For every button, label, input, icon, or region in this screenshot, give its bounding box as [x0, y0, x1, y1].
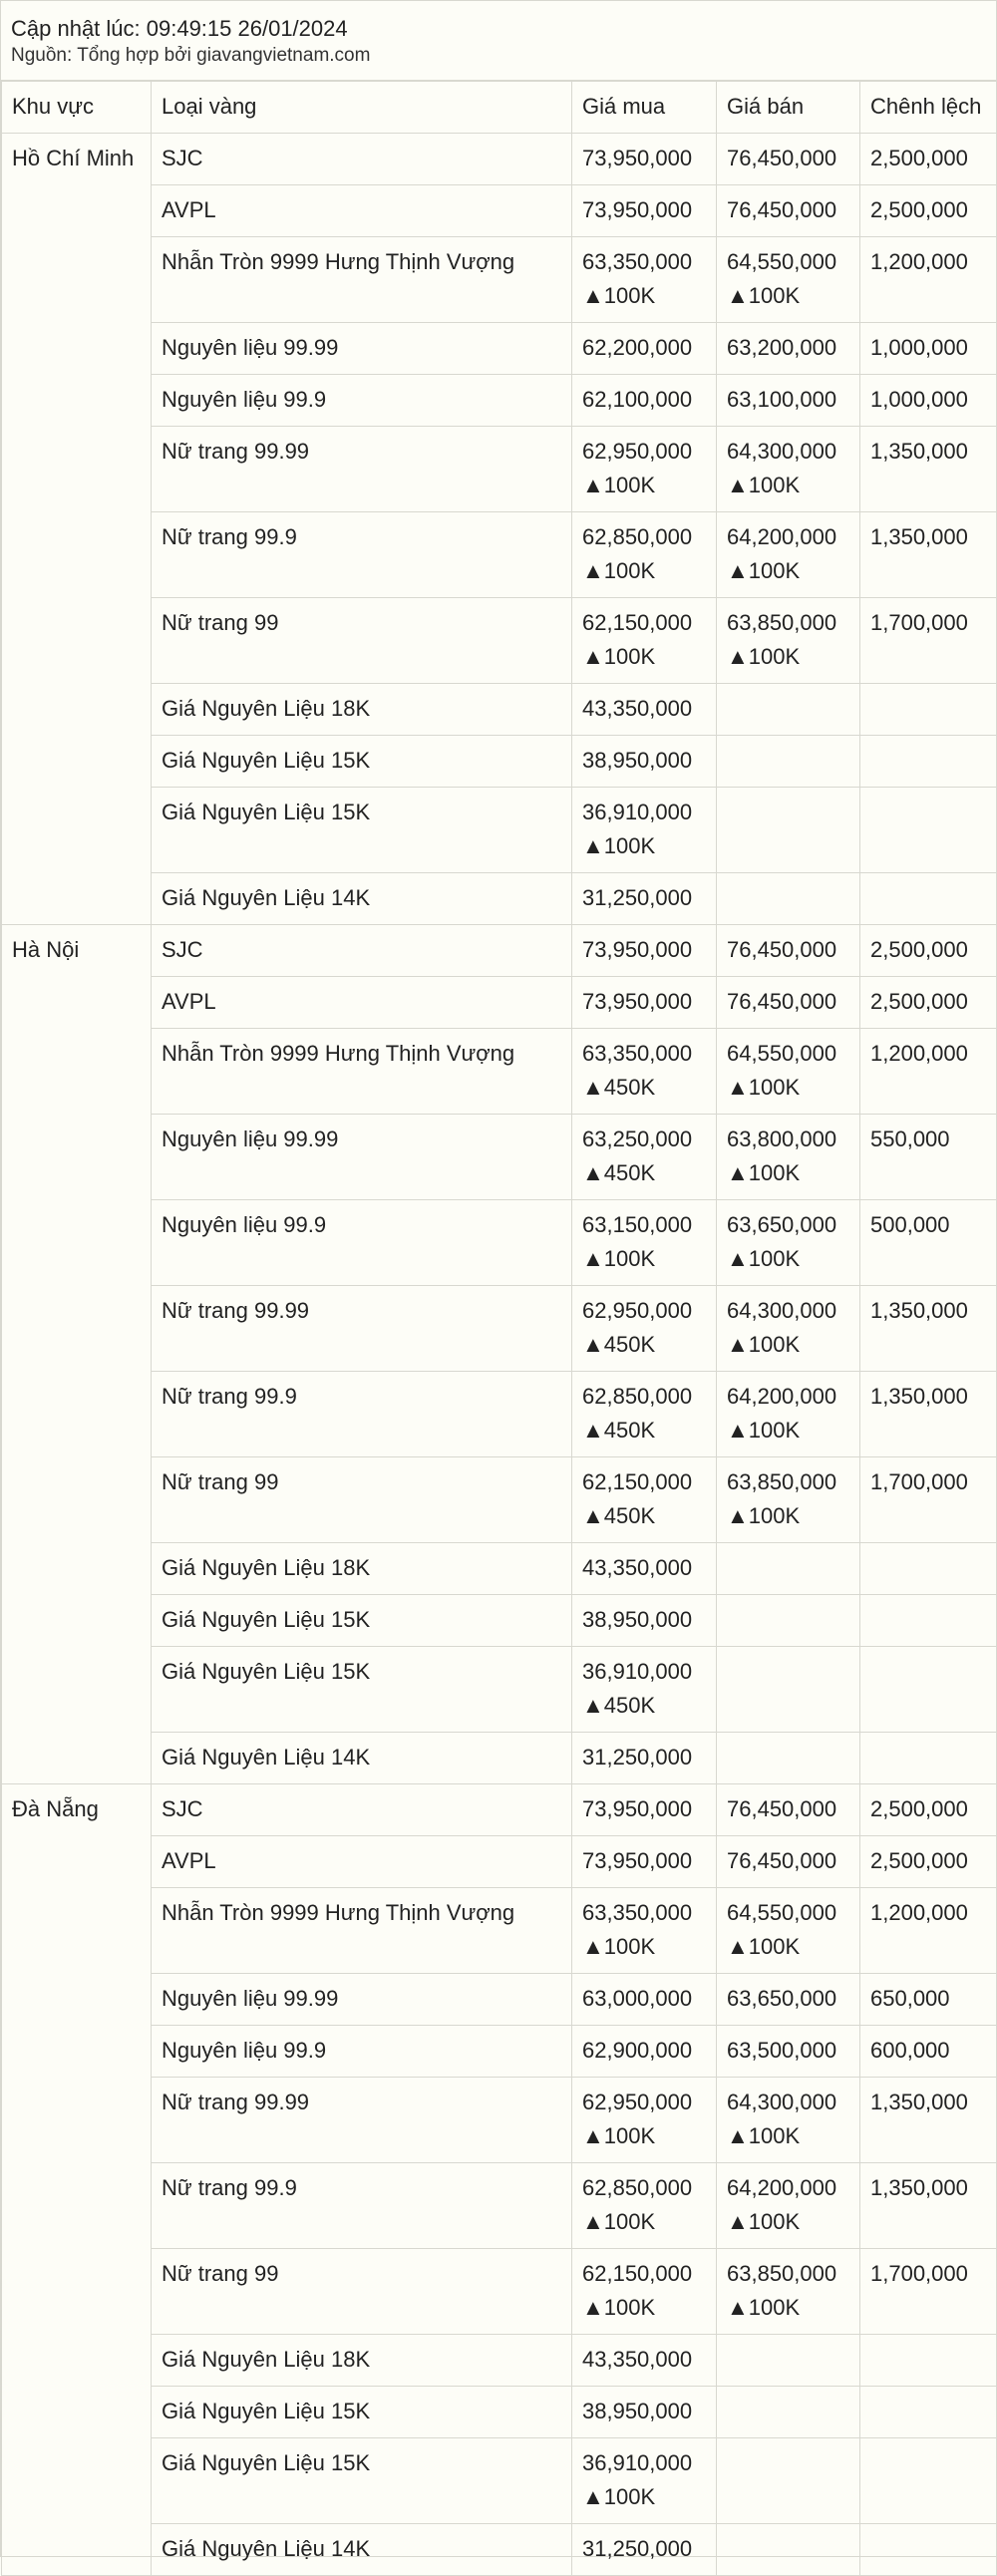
- buy-price-value: 73,950,000: [582, 197, 693, 222]
- buy-price-cell: [572, 1733, 717, 1784]
- sell-change-indicator: ▲100K: [727, 1418, 801, 1443]
- sell-price-cell: [717, 977, 860, 1029]
- buy-price-cell: [572, 1784, 717, 1836]
- difference-cell: 1,350,000: [860, 1372, 997, 1457]
- sell-price-cell: [717, 788, 860, 873]
- sell-change-indicator: ▲100K: [727, 1075, 801, 1100]
- table-row: [2, 323, 997, 375]
- buy-price-value: 31,250,000: [582, 2536, 693, 2561]
- sell-change-indicator: ▲100K: [727, 283, 801, 308]
- difference-cell: 2,500,000: [860, 1784, 997, 1836]
- sell-price-value: 64,300,000: [727, 2090, 837, 2114]
- gold-type-cell: Nữ trang 99.99: [152, 427, 572, 512]
- table-row: [2, 977, 997, 1029]
- header-gold-type: Loại vàng: [152, 82, 572, 134]
- buy-change-indicator: ▲450K: [582, 1160, 656, 1185]
- buy-change-indicator: ▲100K: [582, 833, 656, 858]
- buy-change-indicator: ▲100K: [582, 1934, 656, 1959]
- difference-cell: 600,000: [860, 2026, 997, 2078]
- table-row: [2, 1200, 997, 1286]
- buy-price-value: 36,910,000: [582, 1659, 693, 1684]
- gold-type-cell: Giá Nguyên Liệu 15K: [152, 736, 572, 788]
- table-row: [2, 134, 997, 185]
- sell-price-cell: [717, 1784, 860, 1836]
- table-row: [2, 375, 997, 427]
- difference-cell: 1,350,000: [860, 1286, 997, 1372]
- buy-price-value: 43,350,000: [582, 2347, 693, 2372]
- buy-price-cell: [572, 1974, 717, 2026]
- buy-price-value: 63,150,000: [582, 1212, 693, 1237]
- buy-change-indicator: ▲450K: [582, 1332, 656, 1357]
- buy-price-value: 31,250,000: [582, 1745, 693, 1770]
- table-row: [2, 2163, 997, 2249]
- gold-type-cell: Nữ trang 99: [152, 2249, 572, 2335]
- buy-price-cell: [572, 2524, 717, 2576]
- buy-price-cell: [572, 1200, 717, 1286]
- table-row: [2, 1543, 997, 1595]
- difference-cell: 1,350,000: [860, 2078, 997, 2163]
- difference-cell: [860, 2524, 997, 2576]
- gold-type-cell: Giá Nguyên Liệu 15K: [152, 1647, 572, 1733]
- gold-type-cell: SJC: [152, 134, 572, 185]
- difference-cell: 1,200,000: [860, 1029, 997, 1115]
- difference-cell: 1,700,000: [860, 598, 997, 684]
- sell-price-value: 63,800,000: [727, 1127, 837, 1151]
- difference-cell: [860, 1733, 997, 1784]
- gold-type-cell: Giá Nguyên Liệu 15K: [152, 788, 572, 873]
- sell-change-indicator: ▲100K: [727, 2209, 801, 2234]
- gold-type-cell: Nhẫn Tròn 9999 Hưng Thịnh Vượng: [152, 237, 572, 323]
- difference-cell: [860, 2335, 997, 2387]
- buy-price-cell: [572, 1457, 717, 1543]
- gold-type-cell: Giá Nguyên Liệu 14K: [152, 2524, 572, 2576]
- sell-price-cell: [717, 1888, 860, 1974]
- buy-price-value: 43,350,000: [582, 1555, 693, 1580]
- sell-price-value: 64,200,000: [727, 524, 837, 549]
- sell-price-value: 76,450,000: [727, 197, 837, 222]
- difference-cell: 2,500,000: [860, 134, 997, 185]
- sell-price-cell: [717, 2387, 860, 2438]
- buy-change-indicator: ▲450K: [582, 1693, 656, 1718]
- sell-price-value: 76,450,000: [727, 989, 837, 1014]
- buy-price-cell: [572, 134, 717, 185]
- buy-price-value: 62,850,000: [582, 524, 693, 549]
- difference-cell: [860, 1543, 997, 1595]
- difference-cell: [860, 1595, 997, 1647]
- difference-cell: 2,500,000: [860, 185, 997, 237]
- buy-price-cell: [572, 1115, 717, 1200]
- difference-cell: [860, 2438, 997, 2524]
- buy-price-cell: [572, 2335, 717, 2387]
- buy-price-value: 31,250,000: [582, 885, 693, 910]
- sell-price-cell: [717, 2078, 860, 2163]
- table-header-row: [2, 82, 997, 134]
- gold-type-cell: Nữ trang 99.99: [152, 1286, 572, 1372]
- buy-price-cell: [572, 1029, 717, 1115]
- buy-price-cell: [572, 2438, 717, 2524]
- sell-change-indicator: ▲100K: [727, 1246, 801, 1271]
- table-row: [2, 925, 997, 977]
- sell-price-value: 63,850,000: [727, 610, 837, 635]
- table-row: [2, 1115, 997, 1200]
- gold-type-cell: AVPL: [152, 1836, 572, 1888]
- table-row: [2, 736, 997, 788]
- buy-price-value: 38,950,000: [582, 1607, 693, 1632]
- buy-change-indicator: ▲100K: [582, 2295, 656, 2320]
- difference-cell: 2,500,000: [860, 977, 997, 1029]
- buy-price-value: 62,850,000: [582, 1384, 693, 1409]
- gold-type-cell: AVPL: [152, 185, 572, 237]
- buy-price-value: 43,350,000: [582, 696, 693, 721]
- buy-price-cell: [572, 598, 717, 684]
- sell-change-indicator: ▲100K: [727, 1332, 801, 1357]
- buy-change-indicator: ▲100K: [582, 1246, 656, 1271]
- sell-price-cell: [717, 323, 860, 375]
- gold-type-cell: Nữ trang 99.9: [152, 512, 572, 598]
- buy-price-value: 63,000,000: [582, 1986, 693, 2011]
- buy-price-cell: [572, 427, 717, 512]
- gold-type-cell: SJC: [152, 1784, 572, 1836]
- difference-cell: 1,350,000: [860, 2163, 997, 2249]
- buy-change-indicator: ▲100K: [582, 558, 656, 583]
- update-info: [1, 1, 996, 81]
- table-row: [2, 2078, 997, 2163]
- difference-cell: 1,350,000: [860, 427, 997, 512]
- table-row: [2, 2249, 997, 2335]
- buy-change-indicator: ▲100K: [582, 2123, 656, 2148]
- gold-type-cell: Giá Nguyên Liệu 14K: [152, 1733, 572, 1784]
- buy-price-value: 73,950,000: [582, 146, 693, 170]
- sell-price-value: 64,200,000: [727, 2175, 837, 2200]
- buy-price-value: 63,350,000: [582, 249, 693, 274]
- buy-price-value: 62,150,000: [582, 1469, 693, 1494]
- buy-price-value: 63,350,000: [582, 1041, 693, 1066]
- buy-price-cell: [572, 2163, 717, 2249]
- table-body: [2, 134, 997, 2576]
- gold-type-cell: Giá Nguyên Liệu 15K: [152, 2387, 572, 2438]
- buy-price-value: 38,950,000: [582, 2399, 693, 2423]
- gold-type-cell: Nữ trang 99.9: [152, 1372, 572, 1457]
- difference-cell: [860, 2387, 997, 2438]
- sell-price-value: 76,450,000: [727, 146, 837, 170]
- gold-type-cell: Nữ trang 99.99: [152, 2078, 572, 2163]
- table-row: [2, 1286, 997, 1372]
- buy-change-indicator: ▲100K: [582, 283, 656, 308]
- gold-type-cell: SJC: [152, 925, 572, 977]
- sell-price-cell: [717, 598, 860, 684]
- sell-price-cell: [717, 1286, 860, 1372]
- table-row: [2, 512, 997, 598]
- sell-price-cell: [717, 2163, 860, 2249]
- sell-price-value: 76,450,000: [727, 937, 837, 962]
- difference-cell: 2,500,000: [860, 1836, 997, 1888]
- buy-price-value: 63,350,000: [582, 1900, 693, 1925]
- buy-price-value: 62,100,000: [582, 387, 693, 412]
- sell-price-cell: [717, 1029, 860, 1115]
- table-row: [2, 1733, 997, 1784]
- buy-price-value: 36,910,000: [582, 800, 693, 824]
- buy-price-cell: [572, 1543, 717, 1595]
- difference-cell: 1,700,000: [860, 2249, 997, 2335]
- buy-price-value: 62,150,000: [582, 610, 693, 635]
- gold-type-cell: Nguyên liệu 99.9: [152, 375, 572, 427]
- sell-price-cell: [717, 134, 860, 185]
- sell-change-indicator: ▲100K: [727, 473, 801, 497]
- sell-price-value: 64,200,000: [727, 1384, 837, 1409]
- gold-type-cell: Giá Nguyên Liệu 18K: [152, 684, 572, 736]
- buy-price-cell: [572, 1888, 717, 1974]
- sell-price-cell: [717, 873, 860, 925]
- sell-price-cell: [717, 237, 860, 323]
- buy-price-cell: [572, 788, 717, 873]
- difference-cell: 1,200,000: [860, 1888, 997, 1974]
- gold-type-cell: Nguyên liệu 99.99: [152, 1115, 572, 1200]
- table-row: [2, 2026, 997, 2078]
- gold-type-cell: Nữ trang 99.9: [152, 2163, 572, 2249]
- difference-cell: [860, 788, 997, 873]
- region-name: Hồ Chí Minh: [2, 134, 152, 925]
- sell-price-value: 63,650,000: [727, 1986, 837, 2011]
- sell-price-cell: [717, 375, 860, 427]
- gold-type-cell: AVPL: [152, 977, 572, 1029]
- sell-price-cell: [717, 1836, 860, 1888]
- sell-price-cell: [717, 1457, 860, 1543]
- table-row: [2, 788, 997, 873]
- table-row: [2, 1595, 997, 1647]
- gold-type-cell: Giá Nguyên Liệu 15K: [152, 2438, 572, 2524]
- table-row: [2, 1784, 997, 1836]
- sell-price-value: 63,200,000: [727, 335, 837, 360]
- sell-price-cell: [717, 2026, 860, 2078]
- difference-cell: 1,000,000: [860, 375, 997, 427]
- update-timestamp: Cập nhật lúc: 09:49:15 26/01/2024: [11, 16, 348, 41]
- buy-change-indicator: ▲450K: [582, 1418, 656, 1443]
- sell-price-value: 64,550,000: [727, 1041, 837, 1066]
- sell-change-indicator: ▲100K: [727, 1934, 801, 1959]
- difference-cell: 2,500,000: [860, 925, 997, 977]
- difference-cell: [860, 736, 997, 788]
- header-sell-price: Giá bán: [717, 82, 860, 134]
- buy-price-cell: [572, 684, 717, 736]
- buy-price-cell: [572, 2078, 717, 2163]
- buy-price-value: 36,910,000: [582, 2450, 693, 2475]
- sell-price-value: 64,550,000: [727, 1900, 837, 1925]
- gold-price-table: [1, 81, 997, 2576]
- gold-type-cell: Nữ trang 99: [152, 1457, 572, 1543]
- sell-price-cell: [717, 1115, 860, 1200]
- gold-type-cell: Nguyên liệu 99.99: [152, 323, 572, 375]
- sell-price-cell: [717, 2335, 860, 2387]
- table-row: [2, 1647, 997, 1733]
- buy-change-indicator: ▲100K: [582, 473, 656, 497]
- buy-price-cell: [572, 237, 717, 323]
- gold-type-cell: Giá Nguyên Liệu 14K: [152, 873, 572, 925]
- sell-change-indicator: ▲100K: [727, 644, 801, 669]
- buy-price-cell: [572, 977, 717, 1029]
- gold-type-cell: Nhẫn Tròn 9999 Hưng Thịnh Vượng: [152, 1029, 572, 1115]
- difference-cell: [860, 684, 997, 736]
- table-row: [2, 1457, 997, 1543]
- buy-price-value: 38,950,000: [582, 748, 693, 773]
- sell-price-cell: [717, 684, 860, 736]
- table-row: [2, 1029, 997, 1115]
- sell-change-indicator: ▲100K: [727, 2123, 801, 2148]
- table-row: [2, 185, 997, 237]
- sell-price-value: 63,100,000: [727, 387, 837, 412]
- sell-price-cell: [717, 1543, 860, 1595]
- buy-price-cell: [572, 375, 717, 427]
- difference-cell: 1,000,000: [860, 323, 997, 375]
- buy-price-value: 62,900,000: [582, 2038, 693, 2063]
- buy-price-value: 62,950,000: [582, 1298, 693, 1323]
- sell-price-value: 64,300,000: [727, 439, 837, 464]
- buy-price-cell: [572, 736, 717, 788]
- buy-price-value: 62,950,000: [582, 2090, 693, 2114]
- buy-price-value: 73,950,000: [582, 989, 693, 1014]
- buy-price-value: 73,950,000: [582, 1796, 693, 1821]
- sell-price-cell: [717, 1733, 860, 1784]
- difference-cell: 550,000: [860, 1115, 997, 1200]
- buy-price-cell: [572, 1647, 717, 1733]
- sell-price-cell: [717, 1647, 860, 1733]
- buy-price-value: 62,850,000: [582, 2175, 693, 2200]
- buy-price-cell: [572, 2249, 717, 2335]
- sell-change-indicator: ▲100K: [727, 558, 801, 583]
- table-row: [2, 1888, 997, 1974]
- sell-price-cell: [717, 1200, 860, 1286]
- sell-price-cell: [717, 427, 860, 512]
- buy-change-indicator: ▲100K: [582, 2484, 656, 2509]
- sell-change-indicator: ▲100K: [727, 2295, 801, 2320]
- sell-price-cell: [717, 925, 860, 977]
- buy-price-cell: [572, 512, 717, 598]
- source-credit: Nguồn: Tổng hợp bởi giavangvietnam.com: [11, 45, 371, 66]
- difference-cell: 650,000: [860, 1974, 997, 2026]
- table-row: [2, 684, 997, 736]
- sell-price-cell: [717, 512, 860, 598]
- table-row: [2, 2438, 997, 2524]
- buy-change-indicator: ▲100K: [582, 644, 656, 669]
- sell-price-cell: [717, 2524, 860, 2576]
- gold-type-cell: Nữ trang 99: [152, 598, 572, 684]
- table-row: [2, 1836, 997, 1888]
- table-row: [2, 2335, 997, 2387]
- table-row: [2, 1372, 997, 1457]
- gold-type-cell: Giá Nguyên Liệu 15K: [152, 1595, 572, 1647]
- buy-price-cell: [572, 1595, 717, 1647]
- table-row: [2, 2524, 997, 2576]
- buy-price-cell: [572, 925, 717, 977]
- buy-price-value: 62,950,000: [582, 439, 693, 464]
- buy-price-cell: [572, 1372, 717, 1457]
- gold-type-cell: Nguyên liệu 99.9: [152, 1200, 572, 1286]
- buy-price-cell: [572, 1286, 717, 1372]
- sell-price-value: 76,450,000: [727, 1848, 837, 1873]
- buy-price-cell: [572, 873, 717, 925]
- sell-price-value: 63,500,000: [727, 2038, 837, 2063]
- gold-type-cell: Giá Nguyên Liệu 18K: [152, 1543, 572, 1595]
- sell-price-cell: [717, 2438, 860, 2524]
- sell-change-indicator: ▲100K: [727, 1503, 801, 1528]
- buy-change-indicator: ▲450K: [582, 1503, 656, 1528]
- buy-price-cell: [572, 185, 717, 237]
- sell-price-value: 64,550,000: [727, 249, 837, 274]
- header-region: Khu vực: [2, 82, 152, 134]
- header-difference: Chênh lệch: [860, 82, 997, 134]
- buy-price-cell: [572, 1836, 717, 1888]
- sell-price-value: 63,850,000: [727, 1469, 837, 1494]
- table-row: [2, 873, 997, 925]
- buy-price-cell: [572, 2026, 717, 2078]
- sell-price-value: 76,450,000: [727, 1796, 837, 1821]
- sell-price-cell: [717, 2249, 860, 2335]
- difference-cell: 500,000: [860, 1200, 997, 1286]
- header-buy-price: Giá mua: [572, 82, 717, 134]
- table-row: [2, 1974, 997, 2026]
- buy-price-cell: [572, 323, 717, 375]
- sell-price-cell: [717, 1372, 860, 1457]
- difference-cell: 1,700,000: [860, 1457, 997, 1543]
- sell-change-indicator: ▲100K: [727, 1160, 801, 1185]
- region-name: Hà Nội: [2, 925, 152, 1784]
- difference-cell: [860, 873, 997, 925]
- buy-price-cell: [572, 2387, 717, 2438]
- sell-price-cell: [717, 185, 860, 237]
- gold-type-cell: Nhẫn Tròn 9999 Hưng Thịnh Vượng: [152, 1888, 572, 1974]
- sell-price-value: 64,300,000: [727, 1298, 837, 1323]
- gold-type-cell: Nguyên liệu 99.9: [152, 2026, 572, 2078]
- table-row: [2, 237, 997, 323]
- difference-cell: [860, 1647, 997, 1733]
- table-row: [2, 427, 997, 512]
- sell-price-cell: [717, 1595, 860, 1647]
- buy-price-value: 63,250,000: [582, 1127, 693, 1151]
- sell-price-value: 63,650,000: [727, 1212, 837, 1237]
- buy-change-indicator: ▲100K: [582, 2209, 656, 2234]
- buy-price-value: 73,950,000: [582, 1848, 693, 1873]
- difference-cell: 1,200,000: [860, 237, 997, 323]
- difference-cell: 1,350,000: [860, 512, 997, 598]
- sell-price-value: 63,850,000: [727, 2261, 837, 2286]
- buy-change-indicator: ▲450K: [582, 1075, 656, 1100]
- sell-price-cell: [717, 736, 860, 788]
- gold-type-cell: Nguyên liệu 99.99: [152, 1974, 572, 2026]
- gold-type-cell: Giá Nguyên Liệu 18K: [152, 2335, 572, 2387]
- table-row: [2, 598, 997, 684]
- buy-price-value: 62,150,000: [582, 2261, 693, 2286]
- buy-price-value: 73,950,000: [582, 937, 693, 962]
- region-name: Đà Nẵng: [2, 1784, 152, 2576]
- sell-price-cell: [717, 1974, 860, 2026]
- table-row: [2, 2387, 997, 2438]
- buy-price-value: 62,200,000: [582, 335, 693, 360]
